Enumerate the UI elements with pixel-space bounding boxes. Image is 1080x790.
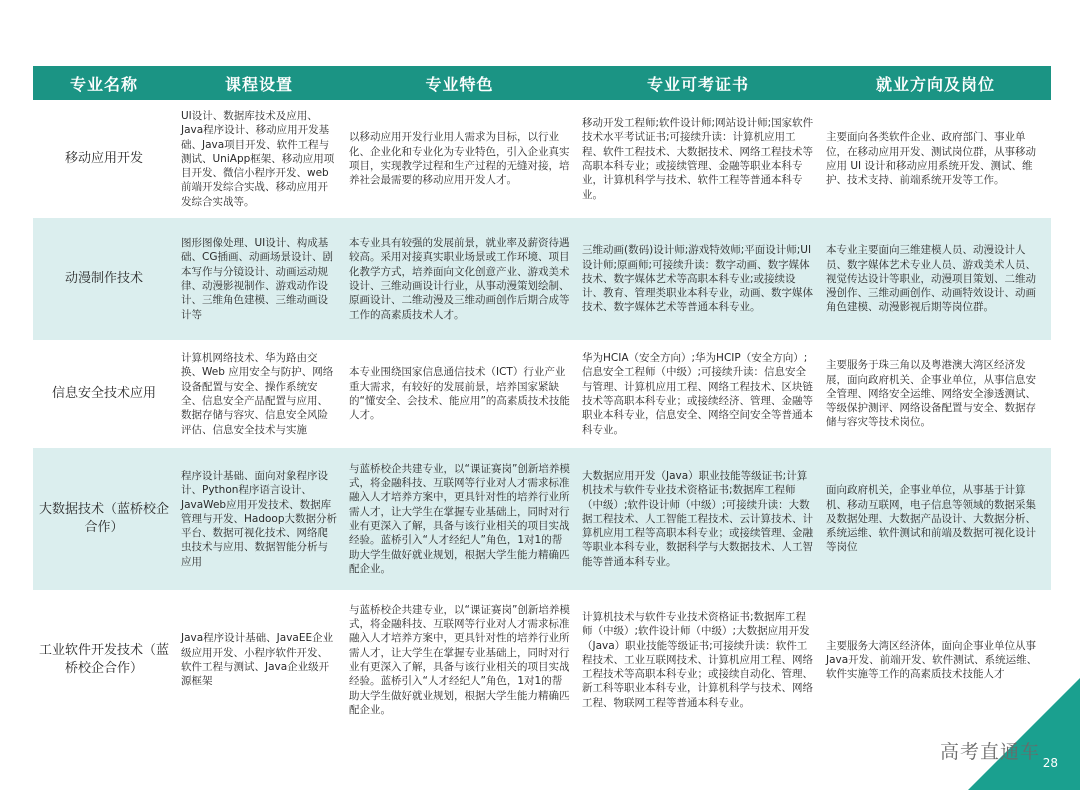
table-row [33, 448, 1051, 590]
courses-cell: UI设计、数据库技术及应用、Java程序设计、移动应用开发基础、Java项目开发、软件工程与测试、UniApp框架、移动应用项目开发、微信小程序开发、web前端开发综合实战、移动应用开发综合实战等。 [175, 100, 343, 218]
certificates-cell: 大数据应用开发（Java）职业技能等级证书;计算机技术与软件专业技术资格证书;数据库工程师（中级）;软件设计师（中级）;可接续升读：大数据工程技术、人工智能工程技术、云计算技术、计算机应用工程等高职本科专业；或接续管理、金融等职业本科专业，数据科学与大数据技术、人工智能等普通本科专业。 [576, 448, 820, 590]
certificates-cell: 计算机技术与软件专业技术资格证书;数据库工程师（中级）;软件设计师（中级）;大数据应用开发（Java）职业技能等级证书;可接续升读：软件工程技术、工业互联网技术、计算机应用工程、网络工程技术等高职本科专业；或接续自动化、管理、新工科等职业本科专业，计算机科学与技术、网络工程、物联网工程等普通本科专业。 [576, 590, 820, 730]
careers-cell: 面向政府机关，企事业单位，从事基于计算机、移动互联网，电子信息等领域的数据采集及数据处理、大数据产品设计、大数据分析、系统运维、软件测试和前端及数据可视化设计等岗位 [820, 448, 1051, 590]
table-row [33, 218, 1051, 340]
certificates-cell: 三维动画(数码)设计师;游戏特效师;平面设计师;UI设计师;原画师;可接续升读：数字动画、数字媒体技术、数字媒体艺术等高职本科专业;或接续设计、教育、管理类职业本科专业，动画、数字媒体技术、数字媒体艺术等普通本科专业。 [576, 218, 820, 340]
program-name: 大数据技术（蓝桥校企合作） [33, 448, 175, 590]
table-row [33, 340, 1051, 448]
certificates-cell: 移动开发工程师;软件设计师;网站设计师;国家软件技术水平考试证书;可接续升读：计算机应用工程、软件工程技术、大数据技术、网络工程技术等高职本科专业；或接续管理、金融等职业本科专业，计算机科学与技术、软件工程等普通本科专业。 [576, 100, 820, 218]
header-program-name: 专业名称 [33, 66, 175, 100]
certificates-cell: 华为HCIA（安全方向）;华为HCIP（安全方向）;信息安全工程师（中级）;可接续升读：信息安全与管理、计算机应用工程、网络工程技术、区块链技术等高职本科专业；或接续经济、管理、金融等职业本科专业，信息安全、网络空间安全等普通本科专业。 [576, 340, 820, 448]
careers-cell: 主要服务于珠三角以及粤港澳大湾区经济发展，面向政府机关、企事业单位，从事信息安全管理、网络安全运维、网络安全渗透测试、等级保护测评、网络设备配置与安全、数据存储与容灾等技术岗位。 [820, 340, 1051, 448]
header-features: 专业特色 [343, 66, 576, 100]
corner-triangle-decoration [968, 678, 1080, 790]
table-row [33, 590, 1051, 730]
features-cell: 以移动应用开发行业用人需求为目标，以行业化、企业化和专业化为专业特色，引入企业真实项目，实现教学过程和生产过程的无缝对接，培养社会最需要的移动应用开发人才。 [343, 100, 576, 218]
header-careers: 就业方向及岗位 [820, 66, 1051, 100]
careers-cell: 主要面向各类软件企业、政府部门、事业单位，在移动应用开发、测试岗位群，从事移动应用 UI 设计和移动应用系统开发、测试、维护、技术支持、前端系统开发等工作。 [820, 100, 1051, 218]
program-name: 动漫制作技术 [33, 218, 175, 340]
careers-cell: 本专业主要面向三维建模人员、动漫设计人员、数字媒体艺术专业人员、游戏美术人员、视觉传达设计等职业，动漫项目策划、二维动漫创作、三维动画创作、动画特效设计、动画角色建模、动漫影视后期等岗位群。 [820, 218, 1051, 340]
features-cell: 本专业具有较强的发展前景，就业率及薪资待遇较高。采用对接真实职业场景或工作环境、项目化教学方式，培养面向文化创意产业、游戏美术设计、三维动画设计行业，从事动漫策划绘制、原画设计、二维动漫及三维动画创作后期合成等工作的高素质技术人才。 [343, 218, 576, 340]
programs-table [33, 66, 1051, 730]
courses-cell: Java程序设计基础、JavaEE企业级应用开发、小程序软件开发、软件工程与测试、Java企业级开源框架 [175, 590, 343, 730]
header-certificates: 专业可考证书 [576, 66, 820, 100]
courses-cell: 图形图像处理、UI设计、构成基础、CG插画、动画场景设计、剧本写作与分镜设计、动画运动规律、动漫影视制作、游戏动作设计、三维角色建模、三维动画设计等 [175, 218, 343, 340]
courses-cell: 计算机网络技术、华为路由交换、Web 应用安全与防护、网络设备配置与安全、操作系统安全、信息安全产品配置与应用、数据存储与容灾、信息安全风险评估、信息安全技术与实施 [175, 340, 343, 448]
table-row [33, 100, 1051, 218]
table-header-row [33, 66, 1051, 100]
watermark-text: 高考直通车 [940, 741, 1041, 763]
header-courses: 课程设置 [175, 66, 343, 100]
page-number: 28 [1042, 756, 1058, 770]
features-cell: 与蓝桥校企共建专业，以“课证赛岗”创新培养模式，将金融科技、互联网等行业对人才需求标准融入人才培养方案中，更具针对性的培养行业所需人才，让大学生在掌握专业基础上，同时对行业有更深入了解，具备与该行业相关的项目实战经验。蓝桥引入“人才经纪人”角色，1对1的帮助大学生做好就业规划，根据大学生能力精确匹配企业。 [343, 448, 576, 590]
program-name: 信息安全技术应用 [33, 340, 175, 448]
features-cell: 与蓝桥校企共建专业，以“课证赛岗”创新培养模式，将金融科技、互联网等行业对人才需求标准融入人才培养方案中，更具针对性的培养行业所需人才，让大学生在掌握专业基础上，同时对行业有更深入了解，具备与该行业相关的项目实战经验。蓝桥引入“人才经纪人”角色，1对1的帮助大学生做好就业规划，根据大学生能力精确匹配企业。 [343, 590, 576, 730]
program-name: 工业软件开发技术（蓝桥校企合作） [33, 590, 175, 730]
program-name: 移动应用开发 [33, 100, 175, 218]
features-cell: 本专业围绕国家信息通信技术（ICT）行业产业重大需求，有较好的发展前景，培养国家紧缺的“懂安全、会技术、能应用”的高素质技术技能人才。 [343, 340, 576, 448]
careers-cell: 主要服务大湾区经济体，面向企事业单位从事Java开发、前端开发、软件测试、系统运维、软件实施等工作的高素质技术技能人才 [820, 590, 1051, 730]
courses-cell: 程序设计基础、面向对象程序设计、Python程序语言设计、JavaWeb应用开发技术、数据库管理与开发、Hadoop大数据分析平台、数据可视化技术、网络爬虫技术与应用、数据智能分析与应用 [175, 448, 343, 590]
